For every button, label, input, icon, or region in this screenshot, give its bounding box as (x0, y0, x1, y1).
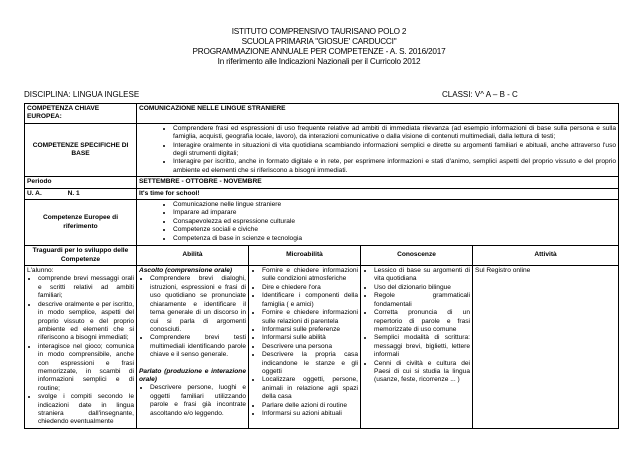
specific-item: • Interagire oralmente in situazioni di vita quotidiana scambiando informazioni semplici e dirette su argomenti familiari e abituali, anche attraverso l'uso degli strumenti digitali; (173, 142, 616, 159)
conoscenze-item: • Uso del dizionario bilingue (374, 284, 470, 292)
european-item: • Imparare ad imparare (173, 209, 616, 217)
key-competence-label: COMPETENZA CHIAVE EUROPEA: (25, 104, 137, 124)
conoscenze-item: • Lessico di base su argomenti di vita quotidiana (374, 267, 470, 284)
micro-item: • Descrivere una persona (262, 343, 358, 351)
specific-competence-list (137, 123, 619, 176)
abilita-item: • Descrivere persone, luoghi e oggetti familiari utilizzando parole e frasi già incontrate ascoltando e/o leggendo. (150, 384, 246, 418)
traguardi-intro: L'alunno: (27, 267, 54, 275)
traguardi-item: • interagisce nel gioco; comunica in modo comprensibile, anche con espressioni e frasi memorizzate, in scambi di informazioni semplici e di routine; (38, 343, 134, 393)
period-label: Periodo (25, 177, 137, 188)
traguardi-item: • comprende brevi messaggi orali e scritti relativi ad ambiti familiari; (38, 275, 134, 300)
micro-item: • Fornire e chiedere informazioni sulle condizioni atmosferiche (262, 267, 358, 284)
school-name: ISTITUTO COMPRENSIVO TAURISANO POLO 2 (231, 27, 407, 36)
classes-label: CLASSI: V^ A – B - C (442, 90, 518, 99)
micro-item: • Identificare i componenti della famiglia ( e amici) (262, 292, 358, 309)
abilita-cell (137, 266, 249, 429)
traguardi-item: • descrive oralmente e per iscritto, in modo semplice, aspetti del proprio vissuto e del proprio ambiente ed elementi che si riferiscono a bisogni immediati; (38, 301, 134, 343)
attivita-text: Sul Registro online (475, 267, 531, 275)
microabilita-cell (249, 266, 361, 429)
european-competence-list (137, 200, 619, 246)
european-item: • Competenza di base in scienze e tecnologia (173, 235, 616, 243)
programme-title: PROGRAMMAZIONE ANNUALE PER COMPETENZE - A. S. 2016/2017 (192, 47, 446, 56)
micro-item: • Informarsi sulle abilità (262, 334, 358, 342)
conoscenze-header: Conoscenze (361, 246, 473, 266)
micro-item: • Parlare delle azioni di routine (262, 402, 358, 410)
document-header (0, 27, 638, 67)
abilita-item: • Comprendere brevi dialoghi, istruzioni, espressioni e frasi di uso quotidiano se pronunciate chiaramente e identificare il tema generale di un discorso in cui si parla di argomenti conosciuti. (150, 275, 246, 334)
parlato-heading: Parlato (produzione e interazione orale) (139, 367, 246, 383)
micro-item: • Fornire e chiedere informazioni sulle relazioni di parentela (262, 309, 358, 326)
ua-label-text: U. A. (27, 189, 42, 197)
conoscenze-cell (361, 266, 473, 429)
ua-number: N. 1 (67, 189, 80, 197)
ascolto-heading: Ascolto (comprensione orale) (139, 267, 233, 275)
european-competence-label: Competenze Europee di riferimento (25, 200, 137, 246)
specific-competence-label: COMPETENZE SPECIFICHE DI BASE (25, 123, 137, 176)
microabilita-header: Microabilità (249, 246, 361, 266)
discipline-label: DISCIPLINA: LINGUA INGLESE (24, 90, 140, 99)
micro-item: • Dire e chiedere l'ora (262, 284, 358, 292)
programme-table (24, 103, 619, 429)
abilita-item: • Comprendere brevi testi multimediali identificando parole chiave e il senso generale. (150, 334, 246, 359)
european-item: • Consapevolezza ed espressione culturale (173, 218, 616, 226)
conoscenze-item: • Regole grammaticali fondamentali (374, 292, 470, 309)
specific-item: • Comprendere frasi ed espressioni di uso frequente relative ad ambiti di immediata rilevanza (ad esempio informazioni di base sulla persona e sulla famiglia, acquisti, geografia locale, lavoro), da interazioni comunicative o dalla visione di contenuti multimediali, dalla lettura di testi; (173, 125, 616, 142)
micro-item: • Informarsi sulle preferenze (262, 326, 358, 334)
attivita-cell (473, 266, 619, 429)
traguardi-item: • svolge i compiti secondo le indicazioni date in lingua straniera dall'insegnante, chiedendo eventualmente (38, 393, 134, 427)
micro-item: • Informarsi su azioni abituali (262, 410, 358, 418)
key-competence-value: COMUNICAZIONE NELLE LINGUE STRANIERE (137, 104, 619, 124)
school-type: SCUOLA PRIMARIA "GIOSUE' CARDUCCI" (241, 37, 397, 46)
reference-note: In riferimento alle Indicazioni Nazionali per il Curricolo 2012 (217, 57, 421, 66)
traguardi-cell (25, 266, 137, 429)
period-value: SETTEMBRE - OTTOBRE - NOVEMBRE (137, 177, 619, 188)
specific-item: • Interagire per iscritto, anche in formato digitale e in rete, per esprimere informazioni e stati d'animo, semplici aspetti del proprio vissuto e del proprio ambiente ed elementi che si riferiscono a bisogni immediati. (173, 158, 616, 175)
european-item: • Comunicazione nelle lingue straniere (173, 201, 616, 209)
micro-item: • Descrivere la propria casa indicandone le stanze e gli oggetti (262, 351, 358, 376)
conoscenze-item: • Semplici modalità di scrittura: messaggi brevi, biglietti, lettere informali (374, 334, 470, 359)
attivita-header: Attività (473, 246, 619, 266)
european-item: • Competenze sociali e civiche (173, 226, 616, 234)
conoscenze-item: • Cenni di civiltà e cultura dei Paesi di cui si studia la lingua (usanze, feste, ricorrenze ... ) (374, 360, 470, 385)
ua-title: It's time for school! (137, 188, 619, 199)
abilita-header: Abilità (137, 246, 249, 266)
ua-label (25, 188, 137, 199)
traguardi-header: Traguardi per lo sviluppo delle Competenze (25, 246, 137, 266)
conoscenze-item: • Corretta pronuncia di un repertorio di parole e frasi memorizzate di uso comune (374, 309, 470, 334)
micro-item: • Localizzare oggetti, persone, animali in relazione agli spazi della casa (262, 376, 358, 401)
